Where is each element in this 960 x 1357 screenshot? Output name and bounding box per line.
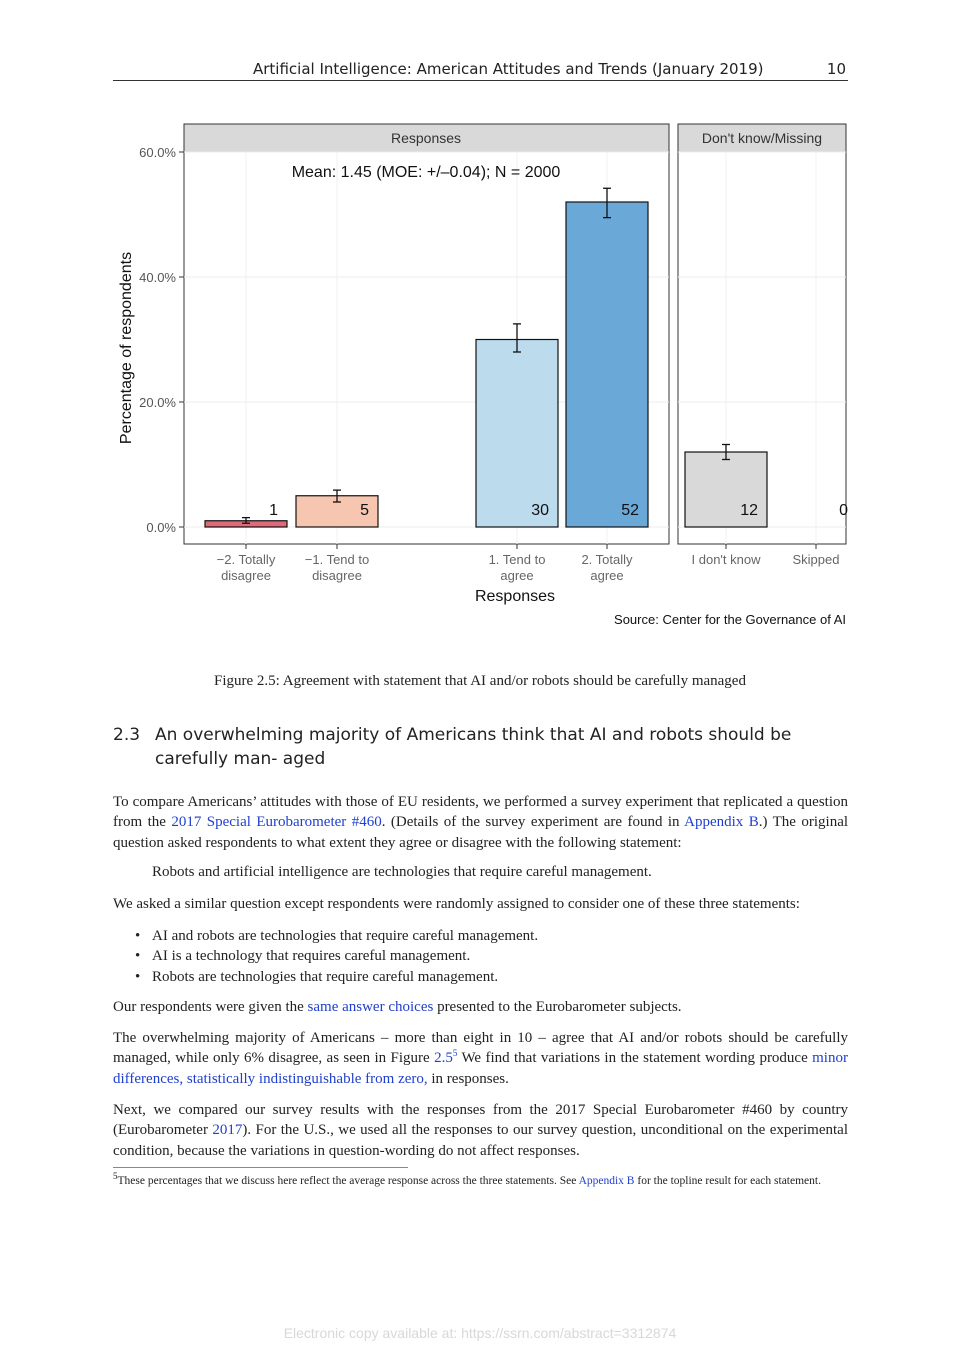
x-tick-label: disagree [312,568,362,583]
citation-link[interactable]: 2017 [212,1122,243,1139]
footnote-appendix-link[interactable]: Appendix B [578,1175,635,1187]
appendix-b-link[interactable]: Appendix B [684,814,759,831]
x-tick-label: 1. Tend to [488,552,546,567]
y-tick-label: 40.0% [139,270,176,285]
x-tick-label: −2. Totally [216,552,276,567]
bar-value-label: 1 [269,502,278,519]
answer-choices-link[interactable]: same answer choices [307,999,434,1015]
section-number: 2.3 [113,725,141,745]
paragraph-5-text-b: ). For the U.S., we used all the responses to our survey question, unconditional on the experimental condition, because the variations in question-wording do not affect responses. [113,1122,848,1159]
x-tick-label: agree [590,568,624,583]
statement-list [135,926,835,987]
footnote-ref-link[interactable]: 5 [452,1048,458,1059]
list-item: • AI is a technology that requires careful management. [135,946,835,966]
paragraph-3-text-a: Our respondents were given the [113,999,308,1015]
paragraph-1-text-b: . (Details of the survey experiment are found in [381,814,685,831]
footnote-marker: 5 [113,1171,118,1182]
y-axis-title: Percentage of respondents [118,251,135,445]
paragraph-1-text-a: To compare Americans’ attitudes with those of EU residents, we performed a survey experiment that replicated a question from the [113,794,848,831]
paragraph-4 [113,1028,848,1089]
x-axis-title: Responses [474,588,556,605]
bar-chart [100,118,860,638]
bar-value-label: 12 [740,502,758,519]
bar-value-label: 52 [621,502,639,519]
y-tick-label: 0.0% [146,520,176,535]
paragraph-5-text-a: Next, we compared our survey results with the responses from the 2017 Special Eurobarometer #460 by country (Eurobarometer [113,1102,848,1139]
paragraph-2: We asked a similar question except respondents were randomly assigned to consider one of these three statements: [113,896,800,912]
x-tick-label: 2. Totally [581,552,633,567]
footnote-rule [113,1167,408,1168]
bar-value-label: 0 [839,502,848,519]
page-number: 10 [826,60,846,78]
y-axis [139,145,184,535]
source-note: Source: Center for the Governance of AI [614,612,846,627]
paragraph-5 [113,1100,848,1161]
minor-differences-link[interactable]: minor differences, statistically indistinguishable from zero, [113,1050,848,1087]
bar-value-label: 5 [360,502,369,519]
x-tick-label: −1. Tend to [304,552,370,567]
mean-annotation: Mean: 1.45 (MOE: +/–0.04); N = 2000 [291,164,561,181]
paragraph-4-text-a: The overwhelming majority of Americans – more than eight in 10 – agree that AI and/or robots should be carefully managed, while only 6% disagree, as seen in Figure [113,1030,848,1067]
paragraph-1 [113,792,848,853]
figure-caption: Figure 2.5: Agreement with statement that AI and/or robots should be carefully managed [214,673,746,689]
x-tick-label: agree [500,568,534,583]
block-quote: Robots and artificial intelligence are technologies that require careful management. [152,864,652,880]
list-item: • AI and robots are technologies that require careful management. [135,926,835,946]
bar [566,202,648,527]
paragraph-1-text-c: .) The original question asked respondents to what extent they agree or disagree with the following statement: [113,814,849,851]
paragraph-3 [113,997,848,1017]
footnote-text-b: for the topline result for each statement. [634,1175,821,1187]
running-header [113,58,848,81]
paragraph-4-text-c: in responses. [427,1070,509,1087]
ssrn-watermark: Electronic copy available at: https://ssrn.com/abstract=3312874 [283,1325,677,1341]
section-title: An overwhelming majority of Americans think that AI and robots should be carefully man- aged [155,725,792,769]
eurobarometer-link[interactable]: 2017 Special Eurobarometer #460 [171,814,382,831]
x-tick-labels [217,544,840,583]
panel-responses-label: Responses [390,130,462,146]
y-tick-label: 20.0% [139,395,176,410]
x-tick-label: Skipped [792,552,840,567]
panel-missing-label: Don't know/Missing [701,130,823,146]
footnote [113,1173,848,1189]
bar [476,340,558,528]
bar-value-label: 30 [531,502,549,519]
paragraph-3-text-b: presented to the Eurobarometer subjects. [433,999,682,1015]
header-title: Artificial Intelligence: American Attitudes and Trends (January 2019) [253,60,764,78]
footnote-text-a: These percentages that we discuss here reflect the average response across the three statements. See [117,1175,579,1187]
section-heading [113,723,853,771]
x-tick-label: disagree [221,568,271,583]
y-tick-label: 60.0% [139,145,176,160]
figure-ref-link[interactable]: 2.5 [434,1050,453,1067]
paragraph-4-text-b: We find that variations in the statement wording produce [457,1050,813,1067]
list-item: • Robots are technologies that require careful management. [135,967,835,987]
x-tick-label: I don't know [691,552,761,567]
